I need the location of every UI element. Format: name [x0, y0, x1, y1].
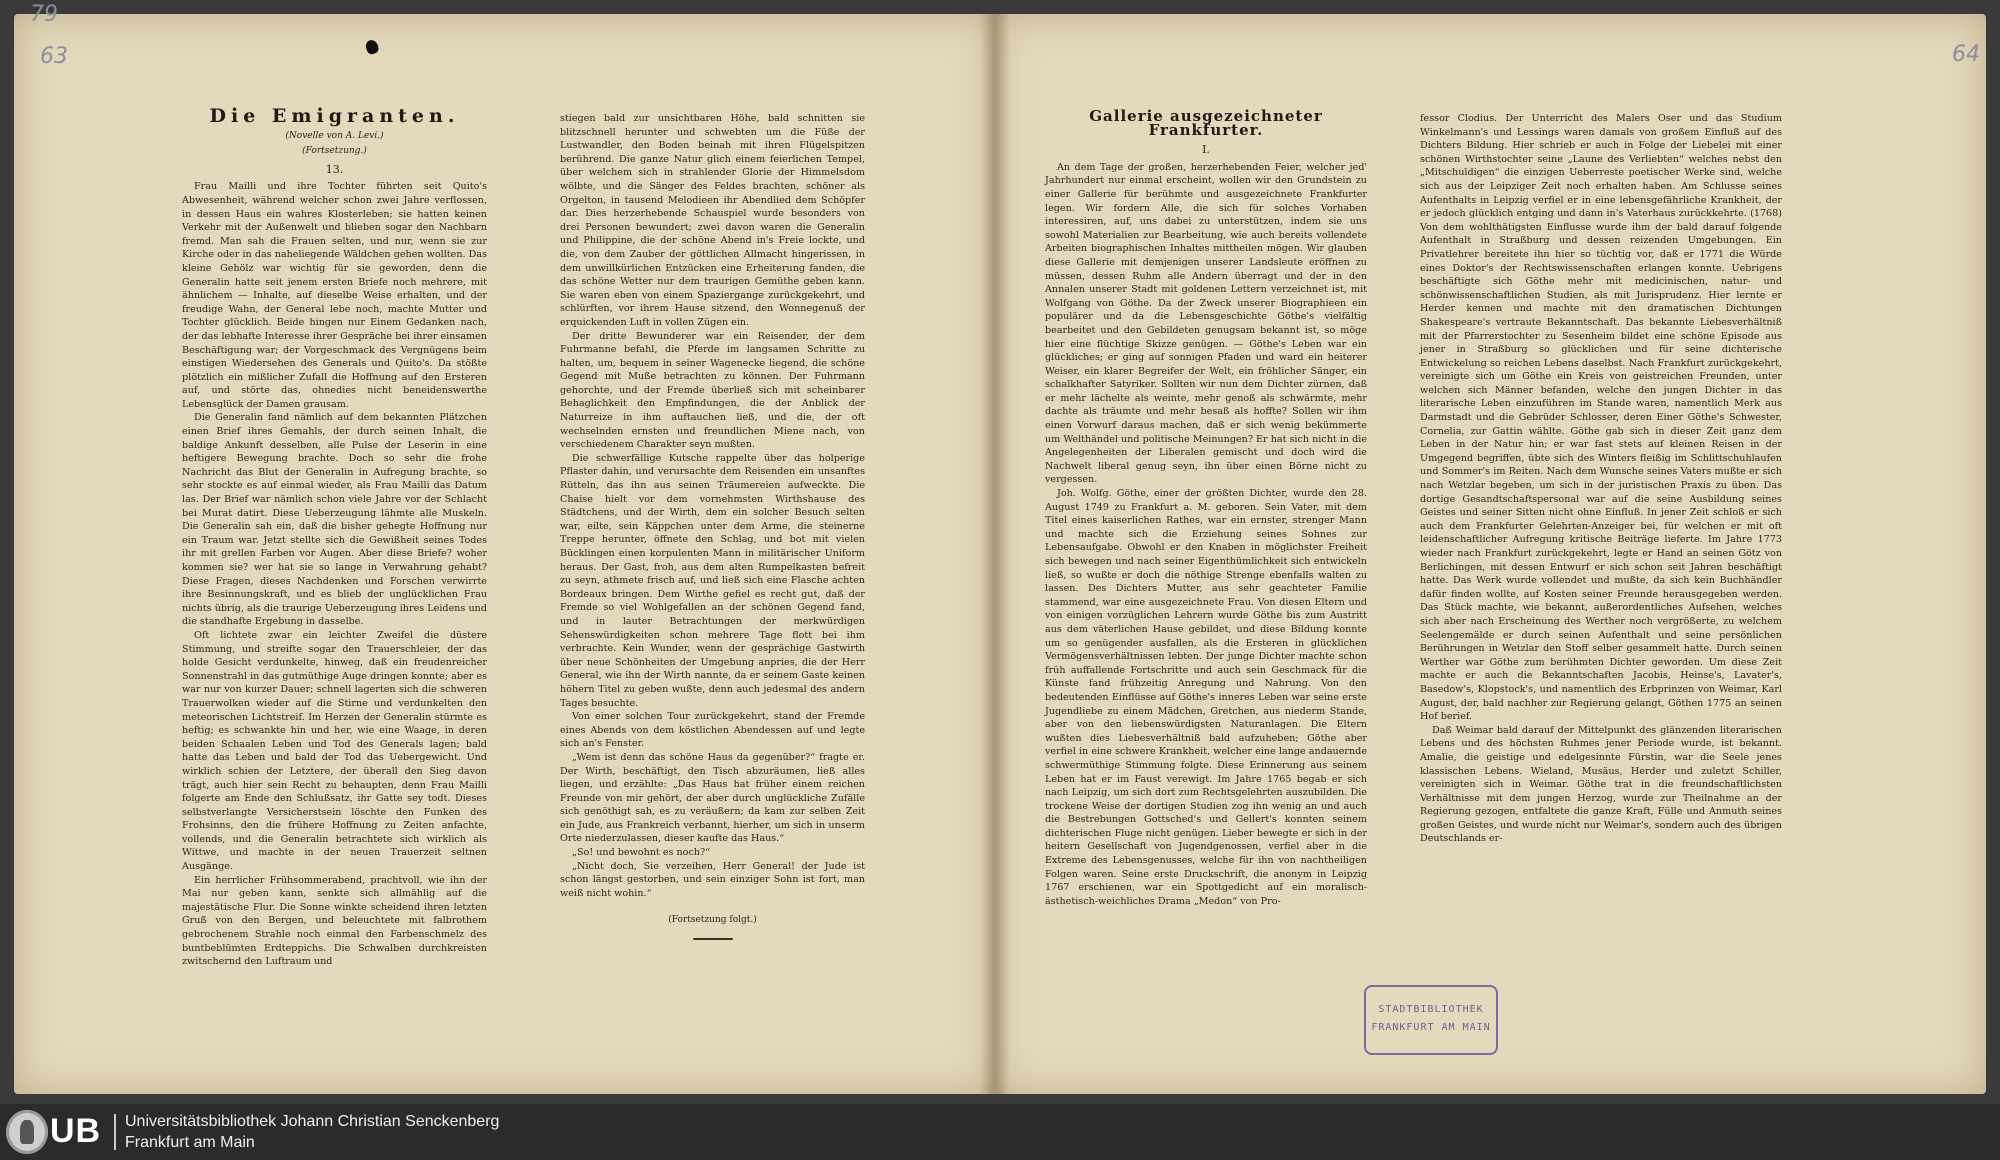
- paragraph: „Nicht doch, Sie verzeihen, Herr General! der Jude ist schon längst gestorben, und sein einziger Sohn ist fort, man weiß nicht wohin.“: [560, 860, 865, 899]
- column-3: [1045, 100, 1367, 908]
- chapter-number: 13.: [325, 162, 344, 176]
- paragraph: stiegen bald zur unsichtbaren Höhe, bald schnitten sie blitzschnell herunter und schwebten um die Füße der Lustwandler, den Boden beinah mit ihren Flügelspitzen berührend. Die ganze Natur glich einem feierlichen Tempel, über welchem sich in strahlender Glorie der Himmelsdom wölbte, und die Sänger des Feldes brachten, schöner als Orgelton, in tausend Melodieen ihr Abendlied dem Schöpfer dar. Dies herzerhebende Schauspiel wurde besonders von drei Personen bewundert; zwei davon waren die Generalin und Philippine, die der schöne Abend in's Freie lockte, und die, von dem Zauber der göttlichen Allmacht hingerissen, in dem unwillkürlichen Entzücken eine Erheiterung fanden, die das schöne Wetter nur dem traurigen Gemüthe geben kann. Sie waren eben von einem Spaziergange zurückgekehrt, und schlürften, vor ihrem Hause sitzend, den Wonnegenuß der erquickenden Luft in vollen Zügen ein.: [560, 113, 865, 328]
- article-title-gallerie: Gallerie ausgezeichneter Frankfurter.: [1089, 107, 1323, 139]
- paragraph: fessor Clodius. Der Unterricht des Malers Oser und das Studium Winkelmann's und Lessings waren damals von großem Einfluß auf des Dichters Bildung. Hier schrieb er auch in Folge der Liebelei mit einer schönen Wirthstochter seine „Laune des Verliebten“ welches nebst den „Mitschuldigen“ die einzigen Ueberreste poetischer Werke sind, welche sich aus der Leipziger Zeit noch erhalten haben. Am Schlusse seines Aufenthalts in Leipzig verfiel er in eine lebensgefährliche Krankheit, der er jedoch glücklich entging und dann in's Vaterhaus zurückkehrte. (1768) Von dem wohlthätigsten Einflusse wurde ihm der bald darauf folgende Aufenthalt in Straßburg und dessen reizenden Umgebungen. Ein Privatlehrer bereitete ihn hier so tüchtig vor, daß er 1771 die Würde eines Doktor's der Rechtswissenschaften erlangen konnte. Uebrigens beschäftigte sich Göthe mehr mit medicinischen, natur- und schönwissenschaftlichen Studien, als mit Jurisprudenz. Hier lernte er Herder kennen und machte mit den dramatischen Dichtungen Shakespeare's vertraute Bekanntschaft. Das bekannte Liebesverhältniß mit der Pfarrerstochter zu Sesenheim bildet eine schöne Episode aus jener in Straßburg so glücklichen und für seine dichterische Entwickelung so reichen Lebens daselbst. Nach Frankfurt zurückgekehrt, vereinigte sich um Göthe ein Kreis von geistreichen Freunden, unter welchen sich Männer befanden, welche den jungen Dichter in das literarische Leben einzuführen im Stande waren, namentlich Merk aus Darmstadt und die Gebrüder Schlosser, deren Einer Göthe's Schwester, Cornelia, zur Gattin wählte. Göthe gab sich in dieser Zeit ganz dem Leben in der Natur hin; er war fast stets auf kleinen Reisen in der Umgegend begriffen, übte sich des Winters fleißig im Schlittschuhlaufen und Sommer's im Reiten. Nach dem Wunsche seines Vaters mußte er sich nach Wetzlar begeben, um sich in der juristischen Praxis zu üben. Das dortige Gesandtschaftspersonal war auf die seine Ausbildung seines Geistes und seiner Sitten nicht ohne Einfluß. In jener Zeit schloß er sich auch dem Frankfurter Gelehrten-Anzeiger bei, für welchen er mit oft leidenschaftlicher Aufregung kritische Beiträge lieferte. Im Jahre 1773 wieder nach Frankfurt zurückgekehrt, legte er Hand an seinen Götz von Berlichingen, mit dessen Entwurf er sich schon seit Jahren beschäftigt hatte. Das Werk wurde vollendet und mußte, da sich kein Buchhändler dafür finden wollte, auf Kosten seiner Freunde herausgegeben werden. Das Stück machte, wie bekannt, außerordentliches Aufsehen, welches sich aber nach Erscheinung des Werther noch vergrößerte, zu welchem Seelengemälde er durch seinen Aufenthalt und seine persönlichen Berührungen in Wetzlar den Stoff selber gesammelt hatte. Durch seinen Werther war Göthe zum berühmten Dichter geworden. Um diese Zeit machte er auch die Bekanntschaften Jacobis, Heinse's, Lavater's, Basedow's, Klopstock's, und namentlich des Erbprinzen von Weimar, Karl August, der, bald nachher zur Regierung gelangt, Göthen 1775 an seinen Hof berief.: [1420, 113, 1782, 723]
- paragraph: Ein herrlicher Frühsommerabend, prachtvoll, wie ihn der Mai nur geben kann, senkte sich allmählig auf die majestätische Flur. Die Sonne winkte scheidend ihren letzten Gruß von den Bergen, und beleuchtete mit falbrothem gebrochenem Strahle noch einmal den Farbenschmelz des buntbeblümten Erdteppichs. Die Schwalben durchkreisten zwitschernd den Luftraum und: [182, 874, 487, 968]
- article-byline: (Novelle von A. Levi.): [285, 130, 384, 141]
- pencil-mark-top-left: 79: [30, 2, 58, 27]
- stamp-line-1: STADTBIBLIOTHEK: [1378, 1004, 1484, 1015]
- paragraph: „So! und bewohnt es noch?“: [572, 847, 711, 859]
- paragraph: Joh. Wolfg. Göthe, einer der größten Dichter, wurde den 28. August 1749 zu Frankfurt a. M. geboren. Sein Vater, mit dem Titel eines kaiserlichen Rathes, war ein ernster, strenger Mann und machte sich die Erziehung seines Sohnes zur Lebensaufgabe. Obwohl er den Knaben in möglichster Freiheit sich bewegen und nach seiner Eigenthümlichkeit sich entwickeln ließ, so wußte er doch die nöthige Strenge ebenfalls walten zu lassen. Des Dichters Mutter, aus sehr geachteter Familie stammend, war eine ausgezeichnete Frau. Von diesen Eltern und von einigen vorzüglichen Lehrern wurde Göthe bis zum Austritt aus dem väterlichen Hause gebildet, und diese Bildung konnte um so genügender ausfallen, als die Ersteren in glücklichen Vermögensverhältnissen lebten. Der junge Dichter machte schon früh auffallende Fortschritte und auch sein Geschmack für die Künste fand frühzeitig Anregung und Nahrung. Von den bedeutenden Einflüsse auf Göthe's inneres Leben war seine erste Jugendliebe zu einem Mädchen, Gretchen, aus niederm Stande, aber von den liebenswürdigsten Naturanlagen. Die Eltern wußten dies Liebesverhältniß bald aufzuheben; Göthe aber verfiel in eine schwere Krankheit, welcher eine lange andauernde schwermüthige Stimmung folgte. Diese Erinnerung aus seinem Leben hat er im Faust verewigt. Im Jahre 1765 begab er sich nach Leipzig, um sich dort zum Rechtsgelehrten auszubilden. Die trockene Weise der dortigen Studien zog ihn wenig an und auch die Bestrebungen Gottsched's und Gellert's konnten seinem dichterischen Fluge nicht genügen. Lieber bewegte er sich in der heitern Gesellschaft von Jugendgenossen, verfiel aber in die Extreme des Lebensgenusses, welche für ihn von nachtheiligen Folgen waren. Seine erste Druckschrift, die anonym in Leipzig 1767 erschienen, war ein Spottgedicht auf ein moralisch-ästhetisch-weichliches Drama „Medon“ von Pro-: [1045, 488, 1367, 907]
- article-title-emigranten: Die Emigranten.: [209, 105, 460, 127]
- column-1: [182, 100, 487, 969]
- paragraph: Die Generalin fand nämlich auf dem bekannten Plätzchen einen Brief ihres Gemahls, der durch seinen Inhalt, die baldige Ankunft desselben, alle Pulse der Leserin in eine heftigere Bewegung brachte. Doch so sehr die frohe Nachricht das Blut der Generalin in Aufregung brachte, so sehr stockte es auf einmal wieder, als Frau Mailli das Datum las. Der Brief war nämlich schon viele Jahre vor der Schlacht bei Murat datirt. Diese Ueberzeugung lähmte alle Muskeln. Die Generalin sah ein, daß die bisher gehegte Hoffnung nur ein Traum war. Jetzt stellte sich die Gewißheit seines Todes ihr mit grellen Farben vor Augen. Aber diese Briefe? woher kommen sie? wer hat sie so lange in Verwahrung gehabt? Diese Fragen, dieses Nachdenken und Forschen verwirrte ihre Besinnungskraft, und es blieb der unglücklichen Frau nichts übrig, als die traurige Ueberzeugung ihres Leidens und die standhafte Ergebung in dasselbe.: [182, 412, 487, 628]
- university-seal-icon: [6, 1110, 48, 1154]
- pencil-mark-left-side: 63: [40, 44, 68, 69]
- to-be-continued: (Fortsetzung folgt.): [668, 915, 757, 926]
- footer-bar: [0, 1104, 2000, 1160]
- paragraph: „Wem ist denn das schöne Haus da gegenüber?“ fragte er. Der Wirth, beschäftigt, den Tisch abzuräumen, ließ alles liegen, und erzählte: „Das Haus hat früher einem reichen Freunde von mir gehört, der aber durch unglückliche Zufälle sich genöthigt sah, es zu veräußern; da kam zur selben Zeit ein Jude, aus Frankreich verbannt, hierher, um sich in unserm Orte niederzulassen, dieser kaufte das Haus.“: [560, 751, 865, 845]
- logo-divider: [114, 1114, 116, 1150]
- ub-logo: UB: [50, 1112, 102, 1150]
- paragraph: Oft lichtete zwar ein leichter Zweifel die düstere Stimmung, und streifte sogar den Trauerschleier, der das holde Gesicht verdunkelte, hinweg, daß ein freudenreicher Sonnenstrahl in das gutmüthige Auge dringen konnte; aber es war nur von kurzer Dauer; schnell lagerten sich die schweren Trauerwolken wieder auf die Stirne und verdunkelten den meteorischen Lichtstreif. Im Herzen der Generalin stürmte es heftig; es schwankte hin und her, wie eine Waage, in deren beiden Schaalen Leben und Tod des Generals lagen; bald hatte das Leben und bald der Tod das Uebergewicht. Und wirklich schien der Letztere, der überall den Sieg davon trägt, auch hier sein Recht zu behaupten, denn Frau Mailli folgerte am Ende den Schlußsatz, ihr Gatte sey todt. Dieses selbstverlangte Versicherstsein löschte den Funken des Frohsinns, den die frühere Hoffnung zu Zeiten anfachte, vollends, und die Generalin betrachtete sich wirklich als Wittwe, und machte in der neuen Trauerzeit seltnen Ausgänge.: [182, 629, 487, 873]
- library-stamp: [1364, 985, 1498, 1055]
- paragraph: An dem Tage der großen, herzerhebenden Feier, welcher jed' Jahrhundert nur einmal erscheint, wollen wir den Grundstein zu einer Gallerie für berühmte und ausgezeichnete Frankfurter legen. Wir fordern Alle, die sich für solches Vorhaben interessiren, auf, uns dabei zu unterstützen, indem sie uns sowohl Materialien zur Bearbeitung, wie auch bereits vollendete Arbeiten biographischen Inhaltes mittheilen mögen. Wir glauben diese Gallerie mit demjenigen unserer Landsleute eröffnen zu müssen, dessen Ruhm alle Andern überragt und der in den Annalen unserer Stadt mit goldenen Lettern verzeichnet ist, mit Wolfgang von Göthe. Da der Zweck unserer Biographieen ein populärer und da die Lebensgeschichte Göthe's vielfältig bearbeitet und den Gebildeten genugsam bekannt ist, so möge hier eine flüchtige Skizze genügen. — Göthe's Leben war ein glückliches; er ging auf sonnigen Pfaden und ward ein heiterer Weiser, ein klarer Begreifer der Welt, ein fröhlicher Sänger, ein schalkhafter Satyriker. Sollten wir nun dem Dichter zürnen, daß er mehr lächelte als weinte, mehr genoß als schwärmte, mehr dachte als träumte und mehr besaß als hoffte? Sollen wir ihm einen Vorwurf daraus machen, daß er sich wenig bekümmerte um Welthändel und politische Meinungen? Er hat sich nicht in die Angelegenheiten der Liberalen gemischt und doch wird die Nachwelt liberal genug seyn, ihn über einen Börne nicht zu vergessen.: [1045, 161, 1367, 486]
- paragraph: Daß Weimar bald darauf der Mittelpunkt des glänzenden literarischen Lebens und des höchsten Ruhmes jener Periode wurde, ist bekannt. Amalie, die geistige und edelgesinnte Fürstin, war die Seele jenes klassischen Lebens. Wieland, Musäus, Herder und zuletzt Schiller, vereinigten sich in Weimar. Göthe trat in die freundschaftlichsten Verhältnisse mit dem jungen Herzog, wurde zur Theilnahme an der Regierung gezogen, entfaltete die ganze Kraft, Fülle und Anmuth seines großen Geistes, und wurde nicht nur Weimar's, sondern auch des übrigen Deutschlands er-: [1420, 724, 1782, 845]
- paragraph: Von einer solchen Tour zurückgekehrt, stand der Fremde eines Abends von dem köstlichen Abendessen auf und legte sich an's Fenster.: [560, 711, 865, 750]
- pencil-mark-top-right: 64: [1952, 42, 1980, 67]
- section-number: I.: [1202, 143, 1210, 157]
- paragraph: Die schwerfällige Kutsche rappelte über das holperige Pflaster dahin, und verursachte dem Reisenden ein unsanftes Rütteln, das ihn aus seinen Träumereien aufweckte. Die Chaise hielt vor dem vornehmsten Wirthshause des Städtchens, und der Wirth, dem ein solcher Besuch selten war, eilte, sein Käppchen unter dem Arme, die steinerne Treppe herunter, öffnete den Schlag, und bot mit vielen Bücklingen einen korpulenten Mann in militärischer Uniform heraus. Der Gast, froh, aus dem alten Rumpelkasten befreit zu seyn, athmete frisch auf, und ließ sich eine Flasche achten Bordeaux bringen. Dem Wirthe gefiel es recht gut, daß der Fremde so viel Wohlgefallen an der schönen Gegend fand, und in lauter Betrachtungen der merkwürdigen Sehenswürdigkeiten schon mehrere Tage flott bei ihm verbrachte. Kein Wunder, wenn der gesprächige Gastwirth über neue Schönheiten der Umgebung anpries, die der Herr General, wie ihn der Wirth nannte, da er seinem Gaste keinen höhern Titel zu geben wußte, denn auch jedesmal des andern Tages besuchte.: [560, 452, 865, 709]
- column-2: [560, 112, 865, 950]
- institution-city: Frankfurt am Main: [125, 1134, 255, 1151]
- article-continuation: (Fortsetzung.): [302, 146, 367, 157]
- paragraph: Frau Mailli und ihre Tochter führten seit Quito's Abwesenheit, während welcher schon zwei Jahre verflossen, in dessen Haus ein wahres Klosterleben; sie hatten keinen Verkehr mit der Außenwelt und blieben sogar den Nachbarn fremd. Man sah die Frauen selten, und nur, wenn sie zur Kirche oder in das naheliegende Wäldchen gehen wollten. Das kleine Gehölz war wichtig für sie geworden, denn die Generalin hatte seit jenem ersten Briefe noch mehrere, mit ähnlichem — Inhalte, auf dieselbe Weise erhalten, und der freudige Wahn, der General lebe noch, machte Mutter und Tochter glücklich. Beide hingen nur Einem Gedanken nach, der das lebhafte Interesse ihrer Gespräche bei ihrer einsamen Beschäftigung war; der Vorgeschmack des Vergnügens beim einstigen Wiedersehen des Generals und Quito's. Da stößte plötzlich ein mißlicher Zufall die Hoffnung auf den Ersteren auf, und störte das, ohnedies nicht beneidenswerthe Lebensglück der Damen grausam.: [182, 181, 487, 410]
- page-gutter: [980, 14, 1010, 1094]
- paragraph: Der dritte Bewunderer war ein Reisender, der dem Fuhrmanne befahl, die Pferde im langsamen Schritte zu halten, um, bequem in seiner Wagenecke liegend, die schöne Gegend mit Muße betrachten zu können. Der Fuhrmann gehorchte, und der Fremde überließ sich mit scheinbarer Behaglichkeit den Empfindungen, die der Anblick der Naturreize in ihm auftauchen ließ, und die, der oft wechselnden ernsten und freundlichen Miene nach, von verschiedenem Charakter seyn mußten.: [560, 330, 865, 451]
- institution-name: Universitätsbibliothek Johann Christian Senckenberg: [125, 1113, 500, 1130]
- column-4: [1420, 112, 1782, 846]
- stamp-line-2: FRANKFURT AM MAIN: [1371, 1022, 1491, 1033]
- end-ornament: [693, 938, 733, 940]
